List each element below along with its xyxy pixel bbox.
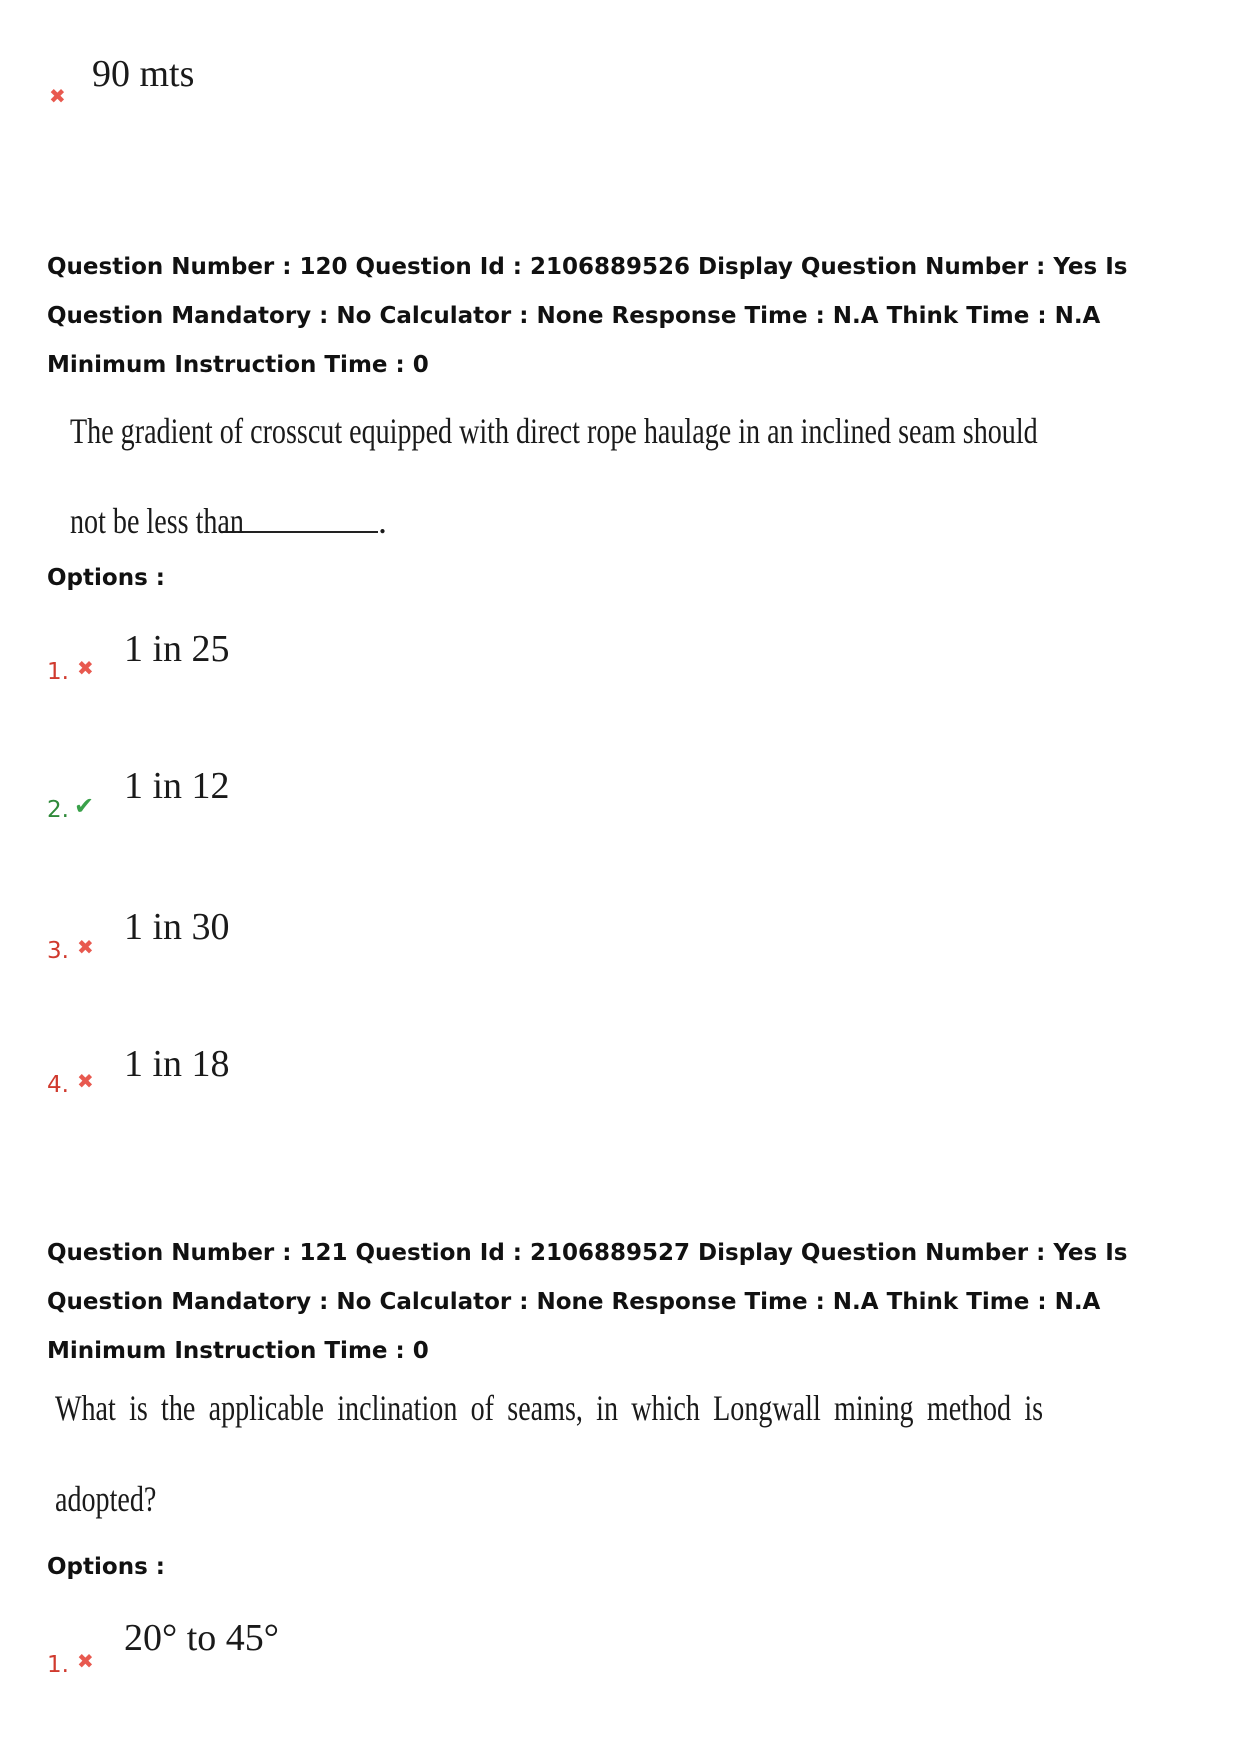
option-text: 20° to 45° <box>124 1617 279 1659</box>
option-number: 2. <box>47 797 69 823</box>
options-label: Options : <box>47 1554 165 1580</box>
option-text: 1 in 12 <box>124 765 230 807</box>
cross-icon: ✖ <box>77 935 94 959</box>
question-meta: Question Number : 120 Question Id : 2106889526 Display Question Number : Yes Is Question Mandatory : No Calculator : None Response Time : N.A Think Time : N.A Minimum Instruction Time : 0 <box>47 254 1128 378</box>
option-text: 1 in 25 <box>124 628 230 670</box>
question-text: The gradient of crosscut equipped with direct rope haulage in an inclined seam should <box>70 411 1038 451</box>
option-number: 1. <box>47 659 69 685</box>
cross-icon: ✖ <box>77 1649 94 1673</box>
question-meta: Question Number : 121 Question Id : 2106889527 Display Question Number : Yes Is Question Mandatory : No Calculator : None Response Time : N.A Think Time : N.A Minimum Instruction Time : 0 <box>47 1240 1128 1364</box>
option-number: 1. <box>47 1652 69 1678</box>
options-label: Options : <box>47 565 165 591</box>
cross-icon: ✖ <box>49 84 66 108</box>
question-text-line2: not be less than . <box>70 501 387 541</box>
question-text-line2: adopted? <box>55 1479 157 1519</box>
cross-icon: ✖ <box>77 1069 94 1093</box>
option-text: 1 in 18 <box>124 1043 230 1085</box>
option-text: 1 in 30 <box>124 906 230 948</box>
check-icon: ✔ <box>74 792 95 820</box>
option-number: 3. <box>47 938 69 964</box>
question-text: What is the applicable inclination of seams, in which Longwall mining method is <box>55 1388 1044 1428</box>
option-text: 90 mts <box>92 53 195 95</box>
cross-icon: ✖ <box>77 656 94 680</box>
option-number: 4. <box>47 1072 69 1098</box>
